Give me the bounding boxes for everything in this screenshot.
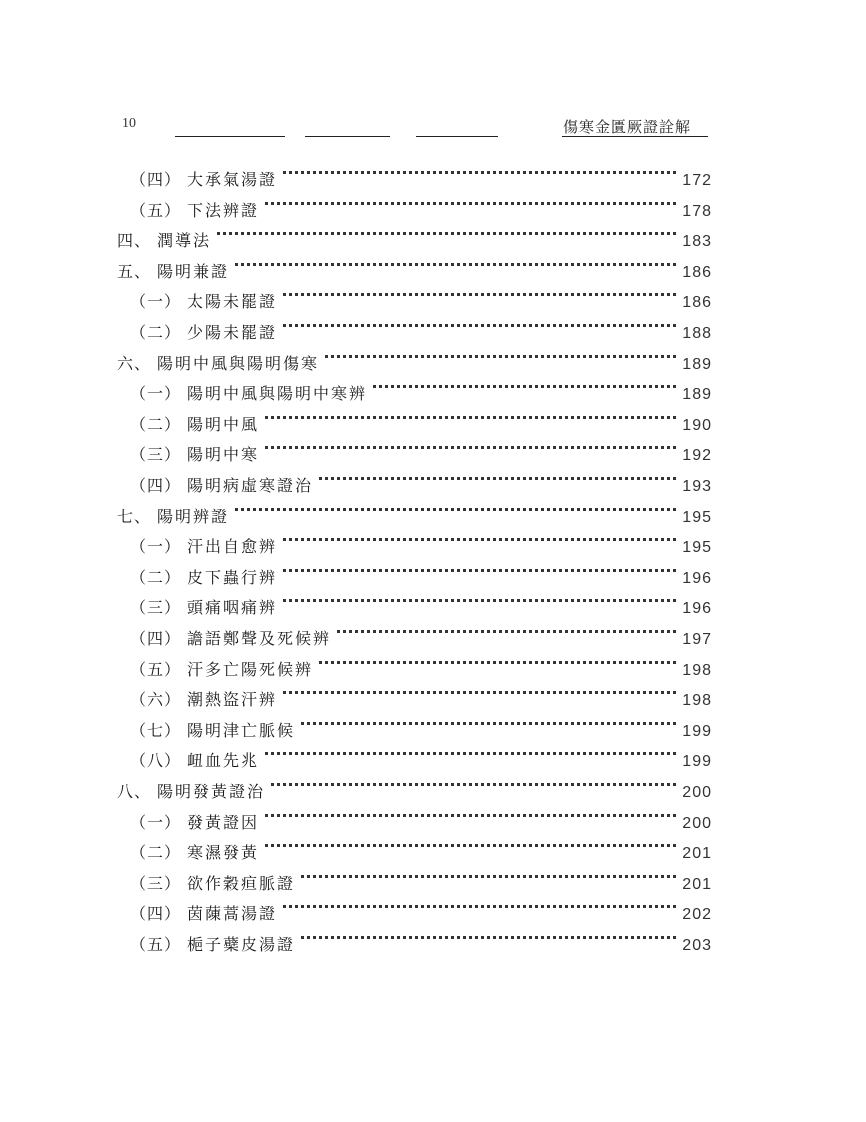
toc-entry-page: 199 [682,753,712,771]
toc-entry[interactable] [130,736,712,771]
toc-entry-number: （四） [130,476,182,495]
toc-entry-number: （二） [130,843,182,863]
toc-entry[interactable] [130,614,712,648]
toc-entry-title: 陽明中風與陽明傷寒 [157,353,320,373]
toc-entry[interactable] [117,767,712,801]
toc-entry-page: 196 [682,600,712,618]
toc-entry-title: 梔子蘗皮湯證 [187,935,296,954]
toc-entry[interactable] [130,186,712,220]
dot-leader [283,155,676,185]
toc-entry-title: 潮熱盜汗辨 [187,690,278,710]
dot-leader [283,522,676,552]
toc-entry-number: （六） [130,690,182,710]
toc-entry[interactable] [130,308,712,342]
toc-entry[interactable] [130,706,712,740]
dot-leader [283,308,676,338]
toc-entry-title: 欲作穀疸脈證 [187,873,296,893]
dot-leader [283,553,676,583]
toc-entry[interactable] [130,920,712,954]
toc-entry[interactable] [130,155,712,189]
toc-entry[interactable] [130,430,712,465]
toc-entry-page: 178 [682,202,712,220]
toc-entry-number: （四） [130,629,182,648]
dot-leader [283,889,676,919]
toc-entry[interactable] [130,859,712,893]
toc-entry-number: （三） [130,873,182,893]
dot-leader [319,645,676,675]
dot-leader [271,767,676,797]
toc-entry-number: 四、 [117,231,152,251]
dot-leader [301,859,676,889]
toc-entry-page: 195 [682,508,712,526]
toc-entry-page: 200 [682,814,712,832]
toc-entry-page: 188 [682,325,712,342]
toc-entry[interactable] [130,522,712,557]
toc-entry[interactable] [117,339,712,373]
toc-entry-page: 186 [682,294,712,312]
toc-entry[interactable] [130,828,712,863]
toc-entry-number: （一） [130,537,182,557]
toc-entry-page: 193 [682,478,712,495]
toc-entry-title: 衄血先兆 [187,751,260,771]
toc-entry-page: 189 [682,386,712,404]
toc-entry-page: 198 [682,661,712,679]
toc-entry-title: 陽明辨證 [157,506,230,526]
toc-entry-title: 下法辨證 [187,200,260,220]
toc-entry-label [130,930,295,960]
toc-entry-page: 199 [682,722,712,740]
toc-entry-title: 汗多亡陽死候辨 [187,659,314,679]
toc-entry-title: 發黃證因 [187,812,260,832]
toc-entry-number: （三） [130,598,182,618]
dot-leader [265,798,676,828]
toc-entry-page: 172 [682,172,712,189]
toc-entry-page: 201 [682,845,712,863]
toc-entry-title: 茵蔯蒿湯證 [187,904,278,924]
toc-entry-title: 陽明發黃證治 [157,782,266,801]
toc-entry-title: 陽明病虛寒證治 [187,476,314,495]
dot-leader [283,675,676,705]
toc-entry[interactable] [130,645,712,679]
toc-entry[interactable] [117,492,712,526]
toc-entry-number: （一） [130,812,182,832]
toc-entry-title: 陽明中寒 [187,445,260,465]
toc-entry-title: 陽明兼證 [157,261,230,281]
toc-entry-title: 陽明中風 [187,414,260,434]
dot-leader [265,430,676,460]
dot-leader [301,706,676,736]
toc-entry-number: 七、 [117,506,152,526]
toc-entry-number: （五） [130,659,182,679]
toc-entry-number: （三） [130,445,182,465]
toc-entry-number: 八、 [117,782,152,801]
toc-entry-page: 195 [682,539,712,557]
dot-leader [301,920,676,950]
toc-entry-title: 寒濕發黃 [187,843,260,863]
toc-entry-page: 202 [682,906,712,924]
running-title: 傷寒金匱厥證詮解 [563,118,692,136]
toc-entry-title: 頭痛咽痛辨 [187,598,278,618]
toc-entry-page: 192 [682,447,712,465]
toc-entry-number: （二） [130,323,182,342]
toc-entry[interactable] [130,889,712,924]
dot-leader [283,583,676,613]
toc-entry-number: （七） [130,720,182,740]
toc-entry-page: 198 [682,692,712,710]
toc-entry[interactable] [130,553,712,587]
toc-entry-page: 190 [682,416,712,434]
dot-leader [283,277,676,307]
toc-entry-page: 186 [682,263,712,281]
toc-entry-number: （八） [130,751,182,771]
toc-entry-title: 潤導法 [157,231,212,251]
toc-entry-title: 陽明中風與陽明中寒辨 [187,384,368,404]
dot-leader [235,492,676,522]
toc-entry[interactable] [117,216,712,251]
dot-leader [265,186,676,216]
toc-entry-title: 譫語鄭聲及死候辨 [187,629,332,648]
toc-entry[interactable] [130,461,712,495]
toc-entry-number: （二） [130,414,182,434]
toc-entry-page: 201 [682,875,712,893]
toc-entry-page: 196 [682,569,712,587]
toc-entry[interactable] [130,583,712,618]
toc-entry-number: 五、 [117,261,152,281]
dot-leader [235,247,676,277]
toc-entry[interactable] [117,247,712,281]
toc-entry-title: 大承氣湯證 [187,170,278,189]
toc-entry[interactable] [130,369,712,404]
toc-entry[interactable] [130,277,712,312]
dot-leader [265,400,676,430]
toc-entry[interactable] [130,798,712,832]
toc-entry-page: 189 [682,355,712,373]
dot-leader [373,369,676,399]
toc-entry-number: （二） [130,567,182,587]
toc-entry-page: 197 [682,631,712,648]
dot-leader [265,736,676,766]
dot-leader [319,461,676,491]
toc-entry-number: （四） [130,904,182,924]
toc-entry-title: 太陽未罷證 [187,292,278,312]
dot-leader [337,614,676,644]
toc-entry-number: （五） [130,200,182,220]
toc-entry-title: 汗出自愈辨 [187,537,278,557]
toc-entry-number: （一） [130,292,182,312]
toc-entry-page: 183 [682,233,712,251]
toc-entry[interactable] [130,675,712,710]
toc-entry-number: （四） [130,170,182,189]
dot-leader [217,216,676,246]
toc-entry-number: 六、 [117,353,152,373]
toc-entry-title: 陽明津亡脈候 [187,720,296,740]
dot-leader [325,339,676,369]
toc-entry-title: 皮下蟲行辨 [187,567,278,587]
toc-entry[interactable] [130,400,712,434]
toc-entry-number: （五） [130,935,182,954]
toc-entry-page: 203 [682,937,712,954]
page-number: 10 [122,116,136,131]
dot-leader [265,828,676,858]
toc-entry-number: （一） [130,384,182,404]
toc-entry-title: 少陽未罷證 [187,323,278,342]
toc-entry-page: 200 [682,784,712,801]
